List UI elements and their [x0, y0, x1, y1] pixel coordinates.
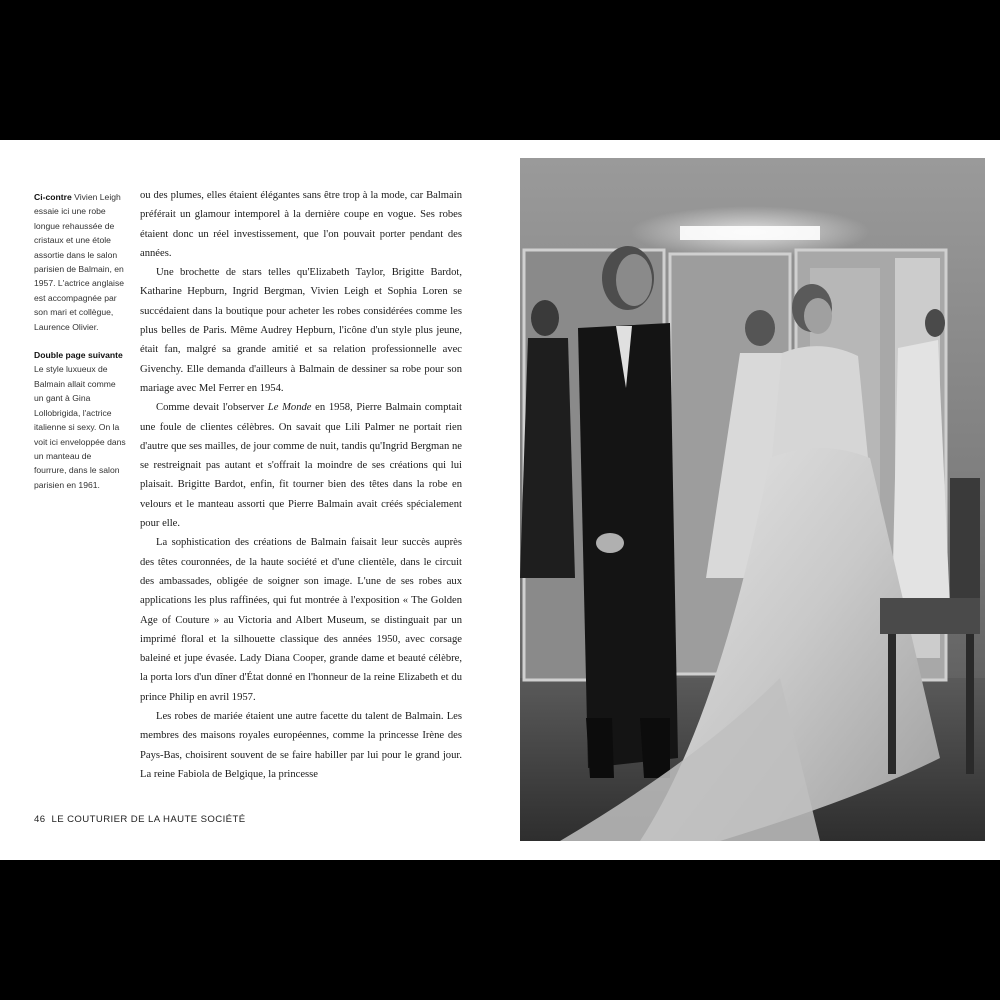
- paragraph-2: Une brochette de stars telles qu'Elizabeth Taylor, Brigitte Bardot, Katharine Hepburn, Ingrid Bergman, Vivien Leigh et Sophia Loren se succédaient dans la boutique pour acheter les robes considérées comme les plus belles de Paris. Même Audrey Hepburn, l'icône d'un style plus jeune, était fan, malgré sa grande amitié et sa relation professionnelle avec Givenchy. Elle demanda d'ailleurs à Balmain de dessiner sa robe pour son mariage avec Mel Ferrer en 1954.: [140, 267, 462, 394]
- caption-lead-1: Ci-contre: [34, 192, 72, 202]
- running-title: LE COUTURIER DE LA HAUTE SOCIÉTÉ: [51, 814, 246, 825]
- body-text: [140, 186, 462, 784]
- paragraph-5: Les robes de mariée étaient une autre facette du talent de Balmain. Les membres des maisons royales européennes, comme la princesse Irène des Pays-Bas, choisirent souvent de se faire habiller par lui pour le grand jour. La reine Fabiola de Belgique, la princesse: [140, 711, 462, 780]
- caption-block-1: [34, 190, 126, 334]
- caption-text-2: Le style luxueux de Balmain allait comme un gant à Gina Lollobrigida, l'actrice italienne si sexy. On la voit ici enveloppée dans un manteau de fourrure, dans le salon parisien en 1961.: [34, 364, 126, 490]
- photo-illustration: [520, 158, 985, 841]
- page-footer: [34, 814, 246, 825]
- caption-lead-2: Double page suivante: [34, 350, 123, 361]
- photo-caption: [34, 190, 126, 506]
- book-spread: [0, 140, 1000, 860]
- paragraph-1: ou des plumes, elles étaient élégantes sans être trop à la mode, car Balmain préférait un glamour intemporel à la dernière coupe en vogue. Ses robes étaient donc un réel investissement, que l'on pouvait porter pendant des années.: [140, 190, 462, 259]
- paragraph-3-rest: en 1958, Pierre Balmain comptait une foule de clientes célèbres. On savait que Lili Palmer ne portait rien d'autre que ses mailles, de jour comme de nuit, tandis qu'Ingrid Bergman ne se restreignait pas autant et s'offrait la moindre de ses créations qui lui plaisait. Brigitte Bardot, enfin, fit tourner bien des têtes dans la robe en velours et le manteau assorti que Pierre Balmain avait créés spécialement pour elle.: [140, 402, 462, 530]
- paragraph-4: La sophistication des créations de Balmain faisait leur succès auprès des têtes couronnées, de la haute société et d'une clientèle, dans le circuit des ambassades, obligée de soigner son image. L'une de ses robes aux applications les plus raffinées, qui fut montrée à l'exposition « The Golden Age of Couture » au Victoria and Albert Museum, se distinguait par un imprimé floral et la silhouette classique des années 1950, avec corsage baleiné et jupe évasée. Lady Diana Cooper, grande dame et beauté célèbre, la porta lors d'un dîner d'État donné en l'honneur de la reine Elizabeth et du prince Philip en avril 1957.: [140, 537, 462, 703]
- paragraph-3: [140, 398, 462, 533]
- salon-photograph: [520, 158, 985, 841]
- caption-text-1: Vivien Leigh essaie ici une robe longue rehaussée de cristaux et une étole assortie dans le salon parisien de Balmain, en 1957. L'actrice anglaise est accompagnée par son mari et collègue, Laurence Olivier.: [34, 192, 125, 332]
- page-number: 46: [34, 814, 46, 825]
- background-man: [520, 300, 575, 578]
- caption-block-2: [34, 348, 126, 492]
- newspaper-title: Le Monde: [267, 402, 312, 414]
- paragraph-3-start: Comme devait l'observer: [156, 402, 268, 414]
